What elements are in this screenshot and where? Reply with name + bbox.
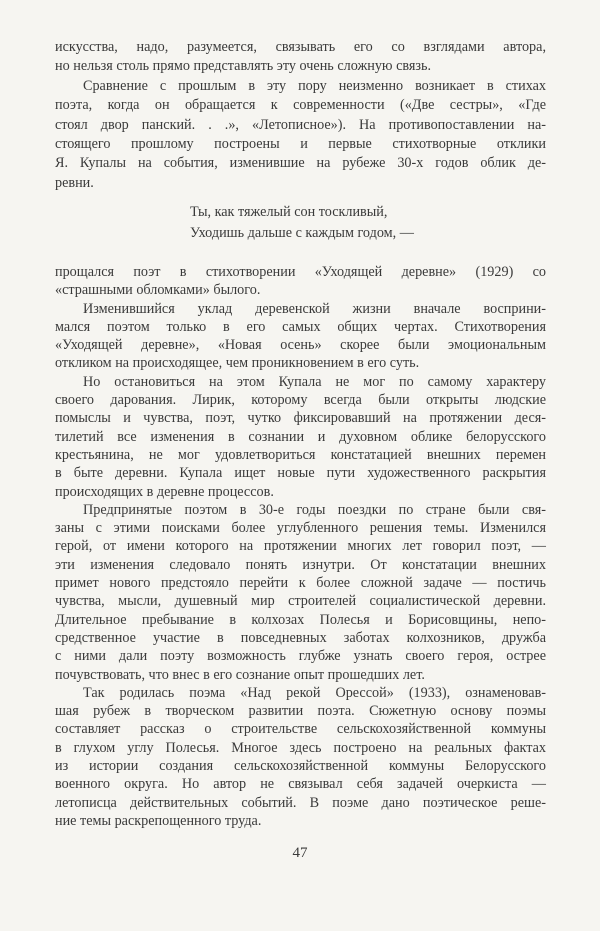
text-line: заны с этими поисками более углубленного решения темы. Изменился: [55, 520, 546, 537]
text-line: мался поэтом только в его самых общих чертах. Стихотворения: [55, 318, 546, 335]
text-line: Изменившийся уклад деревенской жизни вначале восприни-: [83, 300, 546, 317]
text-line: Так родилась поэма «Над рекой Орессой» (1933), ознаменовав-: [83, 684, 546, 701]
text-line: герой, от имени которого на протяжении многих лет говорил поэт, —: [55, 538, 546, 555]
text-line: помыслы и чувства, поэт, чутко фиксировавший на протяжении деся-: [55, 410, 546, 427]
page-number: 47: [292, 845, 308, 861]
text-line: происходящих в деревне процессов.: [55, 483, 274, 500]
text-block-intro: [55, 38, 546, 193]
text-line: поэта, когда он обращается к современности («Две сестры», «Где: [55, 97, 546, 114]
text-line: стоящего прошлому построены и первые стихотворные отклики: [55, 135, 546, 152]
text-line: своего дарования. Лирик, которому всегда были открыты людские: [55, 392, 546, 409]
text-line: средственное участие в повседневных заботах колхозников, дружба: [55, 629, 546, 646]
text-line: в быте деревни. Купала ищет новые пути художественного раскрытия: [55, 465, 546, 482]
text-line: откликом на происходящее, чем проникновением в его суть.: [55, 355, 420, 372]
text-line: чувства, мысли, душевный мир строителей социалистической деревни.: [55, 593, 546, 610]
text-line: «Уходящей деревне», «Новая осень» скорее были эмоциональным: [55, 337, 546, 354]
poem-line: Уходишь дальше с каждым годом, —: [190, 225, 414, 241]
text-line: Сравнение с прошлым в эту пору неизменно возникает в стихах: [83, 77, 546, 94]
text-line: Я. Купалы на события, изменившие на рубеже 30-х годов облик де-: [55, 155, 546, 172]
poem-line: Ты, как тяжелый сон тоскливый,: [190, 204, 388, 220]
text-line: летописца действительных событий. В поэме дано поэтическое реше-: [55, 794, 546, 811]
text-line: Предпринятые поэтом в 30-е годы поездки по стране были свя-: [83, 501, 546, 518]
text-line: стоял двор панский. . .», «Летописное»). На противопоставлении на-: [55, 116, 546, 133]
text-line: прощался поэт в стихотворении «Уходящей деревне» (1929) со: [55, 264, 546, 280]
text-line: ревни.: [55, 174, 94, 191]
text-line: Длительное пребывание в колхозах Полесья и Борисовщины, непо-: [55, 611, 546, 628]
text-line: шая рубеж в творческом развитии поэта. Сюжетную основу поэмы: [55, 703, 546, 720]
text-line: искусства, надо, разумеется, связывать его со взглядами автора,: [55, 39, 546, 55]
text-line: «страшными обломками» былого.: [55, 282, 261, 299]
text-line: составляет рассказ о строительстве сельскохозяйственной коммуны: [55, 721, 546, 738]
text-line: ние темы раскрепощенного труда.: [55, 812, 262, 829]
text-line: примет нового предстояло перейти к более сложной задаче — постичь: [55, 575, 546, 592]
text-line: почувствовать, что внес в его сознание опыт прошедших лет.: [55, 666, 425, 683]
text-line: с ними дали поэту возможность глубже узнать своего героя, острее: [55, 648, 546, 665]
text-line: в глухом углу Полесья. Многое здесь построено на реальных фактах: [55, 739, 546, 756]
text-line: крестьянина, не мог удовлетвориться констатацией внешних перемен: [55, 446, 546, 463]
text-line: Но остановиться на этом Купала не мог по самому характеру: [83, 373, 546, 390]
text-block-main: [55, 263, 546, 830]
poem-quote: [190, 202, 414, 244]
text-line: эти изменения следовало понять изнутри. От констатации внешних: [55, 556, 546, 573]
text-line: из истории создания сельскохозяйственной коммуны Белорусского: [55, 758, 546, 775]
text-line: военного округа. Но автор не связывал себя задачей очеркиста —: [55, 776, 546, 793]
text-line: тилетий все изменения в сознании и духовном облике белорусского: [55, 428, 546, 445]
text-line: но нельзя столь прямо представлять эту очень сложную связь.: [55, 58, 432, 75]
